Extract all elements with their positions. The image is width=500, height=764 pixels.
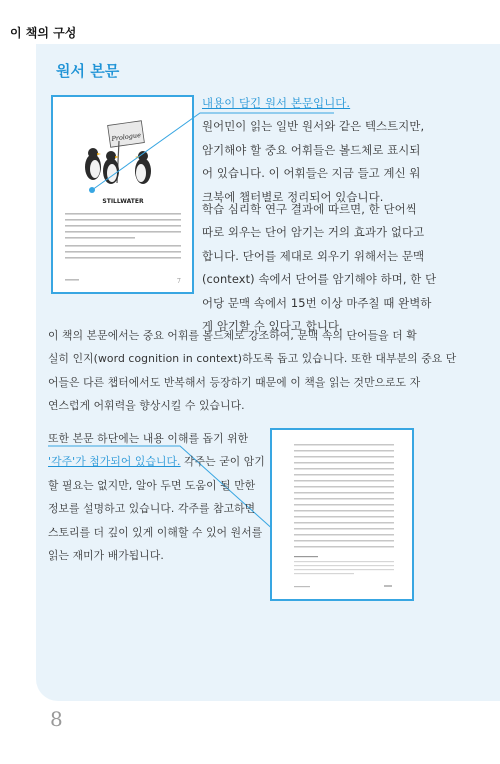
- text-line: 게 암기할 수 있다고 합니다.: [202, 319, 343, 334]
- text-line: '각주'가 첨가되어 있습니다. 각주는 굳이 암기: [48, 455, 265, 469]
- text-line: 따로 외우는 단어 암기는 거의 효과가 없다고: [202, 225, 425, 240]
- book-footnote-preview: [270, 428, 414, 601]
- text-line: 암기해야 할 중요 어휘들은 볼드체로 표시되: [202, 142, 421, 157]
- header-title: 이 책의 구성: [10, 26, 77, 40]
- callout-highlight-1: 내용이 담긴 원서 본문입니다.: [202, 96, 351, 110]
- paragraph-2: [202, 198, 464, 338]
- text-line: 읽는 재미가 배가됩니다.: [48, 549, 164, 563]
- text-line: 스토리를 더 깊이 있게 이해할 수 있어 원서를: [48, 525, 263, 539]
- page-number: 8: [50, 707, 63, 731]
- text-line: 학습 심리학 연구 결과에 따르면, 한 단어씩: [202, 202, 417, 216]
- section-title: 원서 본문: [56, 62, 120, 80]
- text-line: 또한 본문 하단에는 내용 이해를 돕기 위한: [48, 432, 249, 445]
- callout-highlight-2: '각주'가 첨가되어 있습니다.: [48, 455, 181, 469]
- text-line: 크북에 챕터별로 정리되어 있습니다.: [202, 189, 384, 204]
- paragraph-4: [48, 427, 268, 567]
- text-line: 연스럽게 어휘력을 향상시킬 수 있습니다.: [48, 399, 245, 413]
- paragraph-3: [48, 324, 466, 418]
- book-footnote-lines: [272, 430, 412, 599]
- text-line: 어들은 다른 챕터에서도 반복해서 등장하기 때문에 이 책을 읽는 것만으로도 자: [48, 375, 421, 389]
- text-line: 합니다. 단어를 제대로 외우기 위해서는 문맥: [202, 248, 425, 263]
- text-line: 어 있습니다. 이 어휘들은 지금 들고 계신 워: [202, 166, 421, 181]
- book-page-number: 7: [177, 278, 181, 285]
- callout-dot-1: [89, 187, 95, 193]
- chapter-title: STILLWATER: [102, 198, 144, 205]
- text-line: 정보를 설명하고 있습니다. 각주를 참고하면: [48, 502, 256, 516]
- text-line: 실히 인지(word cognition in context)하도록 돕고 있습니다. 또한 대부분의 중요 단: [48, 352, 457, 366]
- text-line: (context) 속에서 단어를 암기해야 하며, 한 단: [202, 272, 437, 287]
- text-line: 어당 문맥 속에서 15번 이상 마주칠 때 완벽하: [202, 295, 432, 310]
- text-line: 할 필요는 없지만, 알아 두면 도움이 될 만한: [48, 478, 256, 492]
- sign-text: Prologue: [111, 130, 142, 144]
- callout-text-1: [202, 92, 464, 209]
- text-line: 원어민이 읽는 일반 원서와 같은 텍스트지만,: [202, 119, 425, 134]
- text-line: 이 책의 본문에서는 중요 어휘를 볼드체로 강조하여, 문맥 속의 단어들을 더 확: [48, 329, 417, 342]
